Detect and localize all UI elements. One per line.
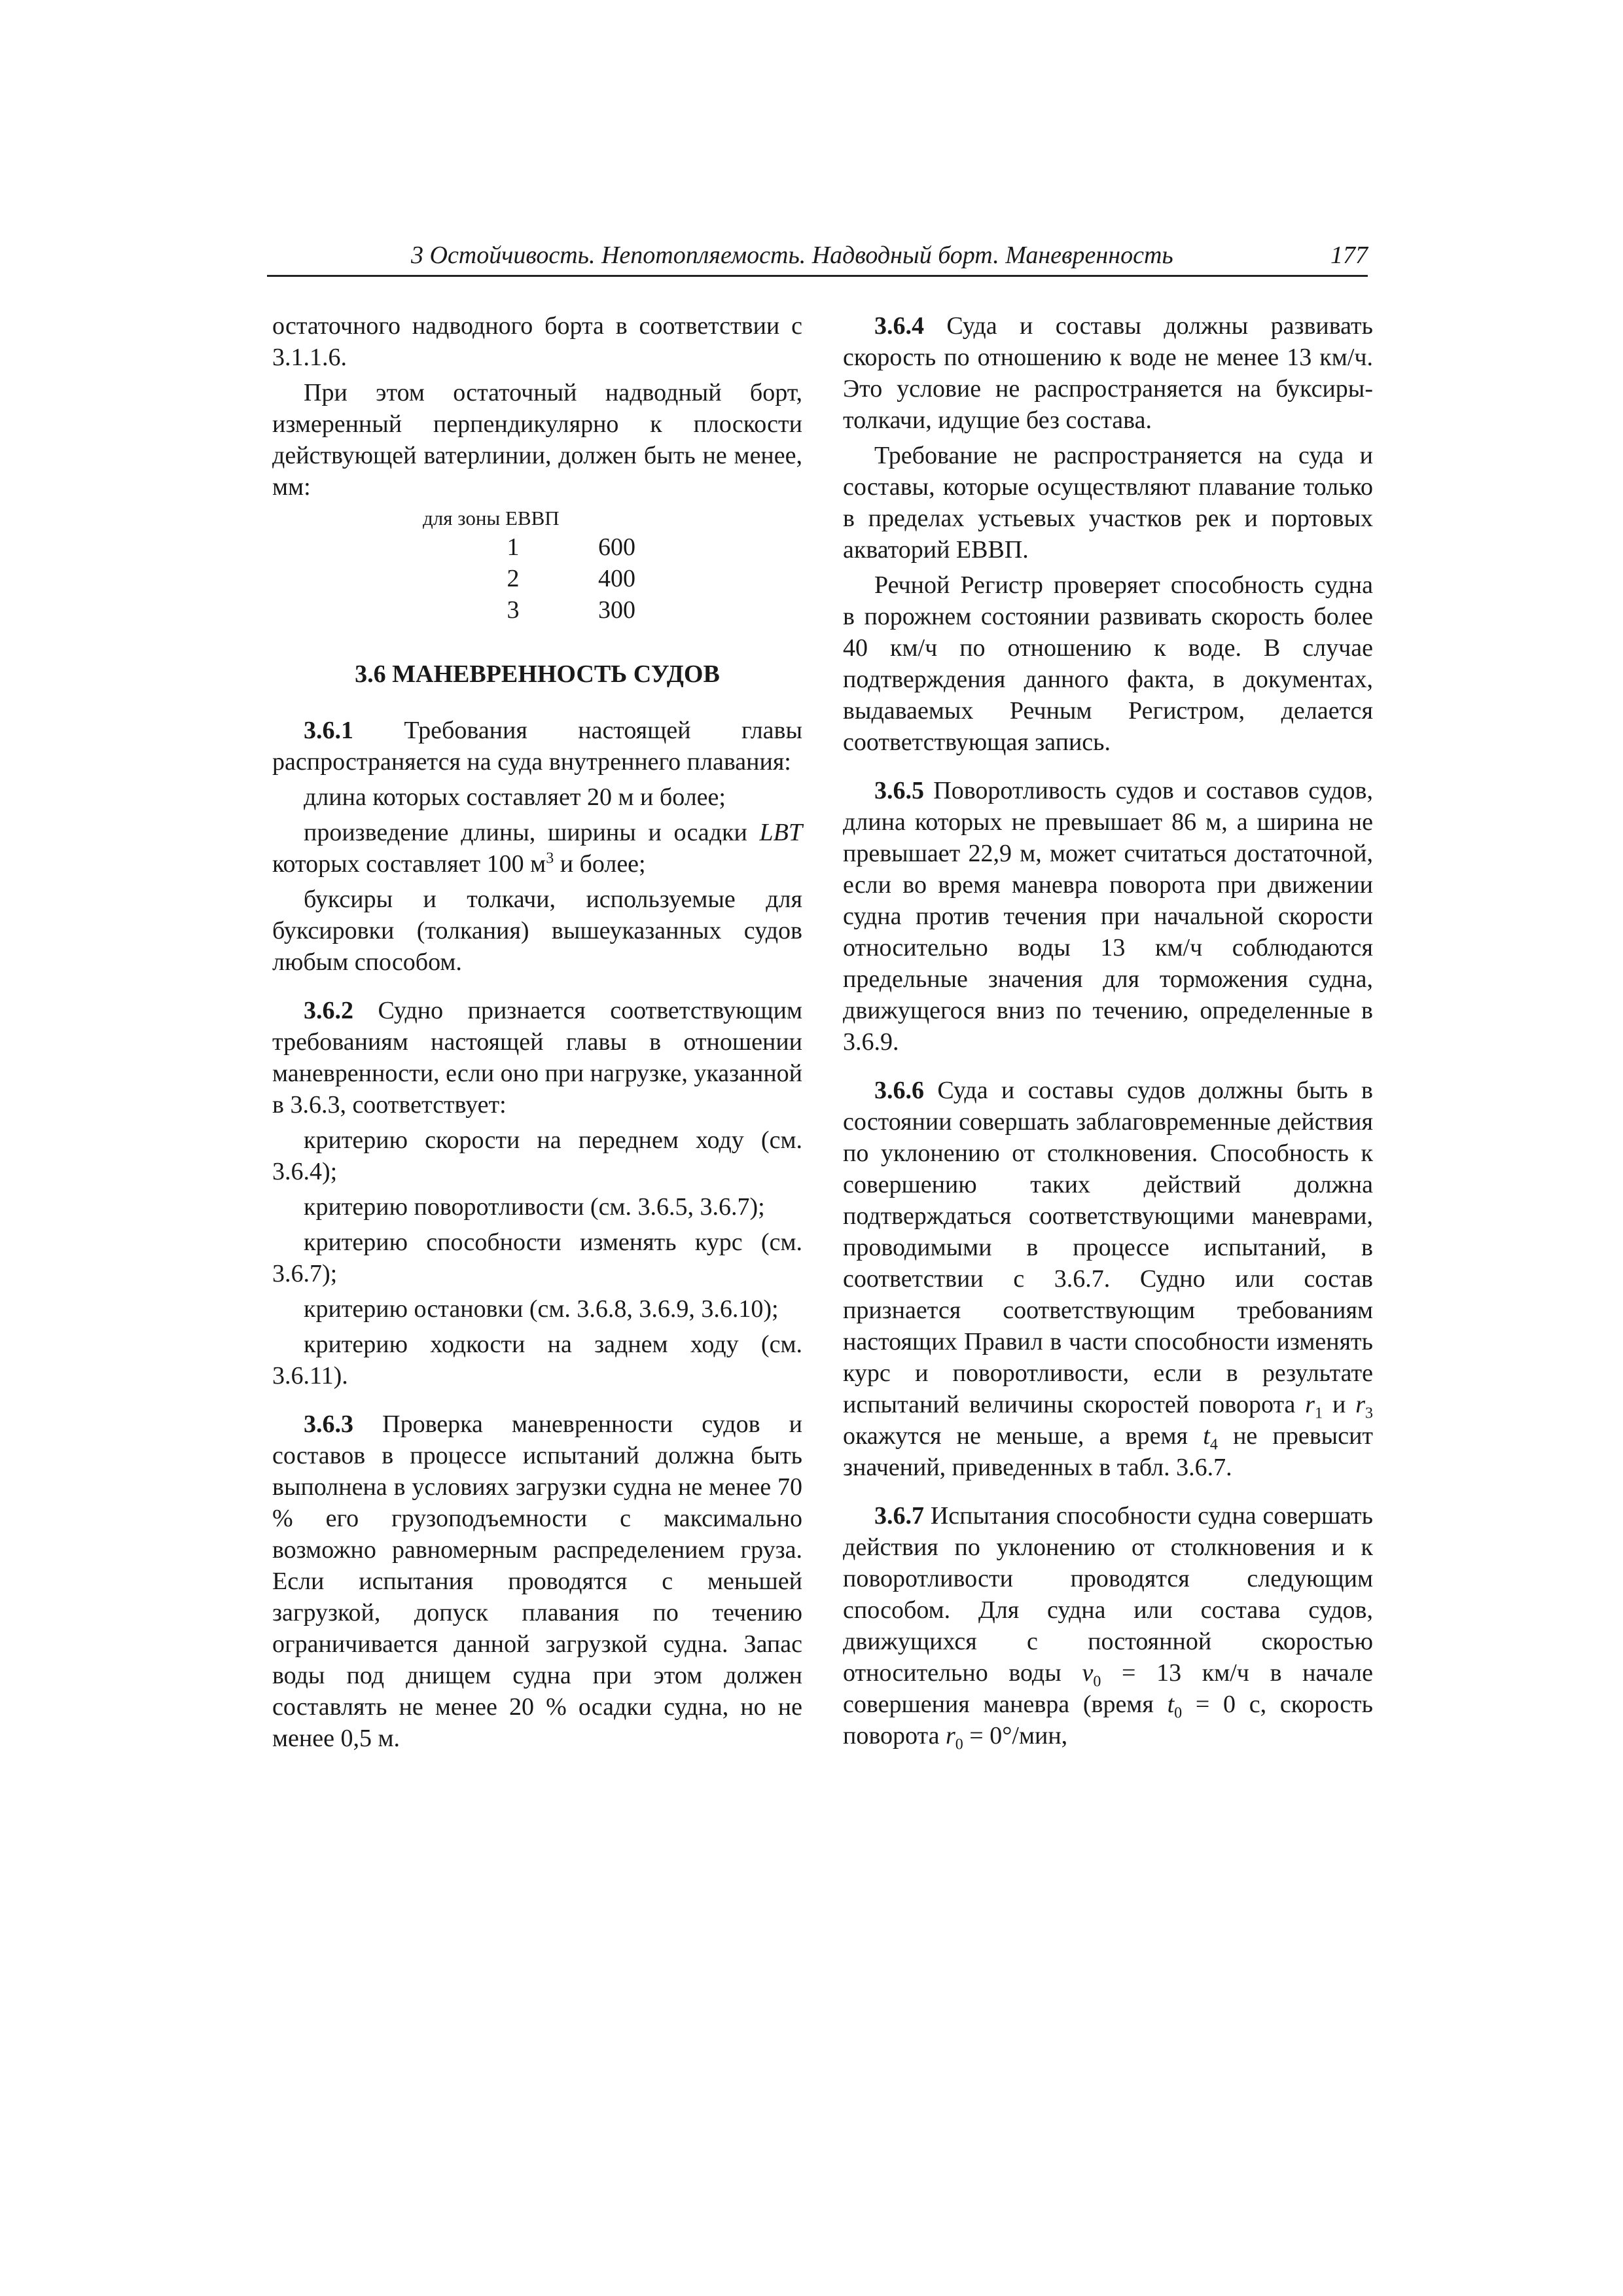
page-number: 177 [1330, 242, 1368, 269]
list-item: произведение длины, ширины и осадки LBT которых составляет 100 $м^3$ и более; [272, 819, 802, 878]
clause-3-6-6: 3.6.6 Суда и составы судов должны быть в состоянии совершать заблаговременные действия по уклонению от столкновения. Способность к совершению таких действий должна подтверждаться соответствующими маневрами, проводимыми в процессе испытаний, в соответствии с 3.6.7. Судно или состав признается соответствующим требованиям настоящих Правил в части способности изменять курс и поворотливости, если в результате испытаний величины скоростей поворота $r_1$ и $r_3$ окажутся не меньше, а время $t_4$ не превысит значений, приведенных в табл. 3.6.7. [843, 1077, 1374, 1481]
clause-3-6-2 [272, 995, 802, 1121]
zone-number: 2 [507, 565, 520, 592]
zone-value: 600 [598, 533, 635, 561]
clause-number: 3.6.1 [304, 717, 353, 744]
list-item: буксиры и толкачи, используемые для буксировки (толкания) вышеуказанных судов любым способом. [272, 886, 802, 976]
clause-number: 3.6.3 [304, 1410, 353, 1438]
right-column [843, 310, 1373, 1751]
clause-number: 3.6.6 [874, 1077, 924, 1104]
list-item: критерию скорости на переднем ходу (см. 3.6.4); [272, 1126, 802, 1185]
paragraph-freeboard-requirement: При этом остаточный надводный борт, измеренный перпендикулярно к плоскости действующей ватерлинии, должен быть не менее, мм: [272, 379, 802, 501]
zone-table-caption: для зоны ЕВВП [423, 507, 560, 529]
clause-number: 3.6.4 [874, 312, 924, 340]
list-item: критерию поворотливости (см. 3.6.5, 3.6.7); [304, 1193, 765, 1221]
clause-number: 3.6.2 [304, 997, 353, 1024]
clause-text: Судно признается соответствующим требованиям настоящей главы в отношении маневренности, если оно при нагрузке, указанной в 3.6.3, соответствует: [272, 997, 803, 1119]
clause-text: Проверка маневренности судов и составов в процессе испытаний должна быть выполнена в условиях загрузки судна не менее 70 % его грузоподъемности с максимально возможно равномерным распределением груза. Если испытания проводятся с меньшей загрузкой, допуск плавания по течению ограничивается данной загрузкой судна. Запас воды под днищем судна при этом должен составлять не менее 20 % осадки судна, но не менее 0,5 м. [272, 1410, 802, 1752]
paragraph: Требование не распространяется на суда и составы, которые осуществляют плавание только в пределах устьевых участков рек и портовых акваторий ЕВВП. [843, 442, 1373, 564]
running-header [267, 238, 1368, 277]
clause-3-6-3 [272, 1408, 802, 1754]
zone-number: 1 [507, 533, 520, 561]
clause-3-6-4 [843, 310, 1373, 436]
zone-table-row [272, 563, 802, 594]
clause-text: Требования настоящей главы распространяется на суда внутреннего плавания: [272, 717, 802, 776]
list-item: критерию ходкости на заднем ходу (см. 3.6.11). [272, 1331, 802, 1390]
zone-number: 3 [507, 596, 520, 624]
lbt-symbol: LBT [759, 819, 802, 846]
zone-table-row [272, 531, 802, 563]
list-item: критерию способности изменять курс (см. 3.6.7); [272, 1229, 802, 1287]
running-header-title: 3 Остойчивость. Непотопляемость. Надводный борт. Маневренность [411, 242, 1173, 269]
paragraph: Речной Регистр проверяет способность судна в порожнем состоянии развивать скорость более 40 км/ч по отношению к воде. В случае подтверждения данного факта, в документах, выдаваемых Речным Регистром, делается соответствующая запись. [843, 571, 1373, 756]
zone-table-row [272, 594, 802, 626]
clause-3-6-7: 3.6.7 Испытания способности судна совершать действия по уклонению от столкновения и к поворотливости проводятся следующим способом. Для судна или состава судов, движущихся с постоянной скоростью относительно воды $v_0 = 13$ км/ч в начале совершения маневра (время $t_0 = 0$ с, скорость поворота $r_0 = 0^\circ/мин$, [843, 1502, 1373, 1753]
clause-number: 3.6.7 [874, 1502, 924, 1530]
left-column [272, 310, 802, 1754]
section-title: 3.6 МАНЕВРЕННОСТЬ СУДОВ [355, 660, 720, 688]
clause-3-6-1 [272, 715, 802, 778]
zone-table [272, 505, 802, 626]
paragraph-residual-freeboard: остаточного надводного борта в соответствии с 3.1.1.6. [272, 312, 802, 371]
list-item: критерию остановки (см. 3.6.8, 3.6.9, 3.6.10); [304, 1295, 779, 1323]
zone-value: 400 [598, 565, 635, 592]
zone-value: 300 [598, 596, 635, 624]
clause-text: Суда и составы должны развивать скорость по отношению к воде не менее 13 км/ч. Это условие не распространяется на буксиры-толкачи, идущие без состава. [843, 312, 1373, 434]
list-item: длина которых составляет 20 м и более; [304, 783, 726, 811]
clause-text: Поворотливость судов и составов судов, длина которых не превышает 86 м, а ширина не превышает 22,9 м, может считаться достаточной, если во время маневра поворота при движении судна против течения при начальной скорости относительно воды 13 км/ч соблюдаются предельные значения для торможения судна, движущегося вниз по течению, определенные в 3.6.9. [843, 777, 1373, 1056]
clause-3-6-5 [843, 775, 1373, 1058]
clause-number: 3.6.5 [874, 777, 924, 804]
